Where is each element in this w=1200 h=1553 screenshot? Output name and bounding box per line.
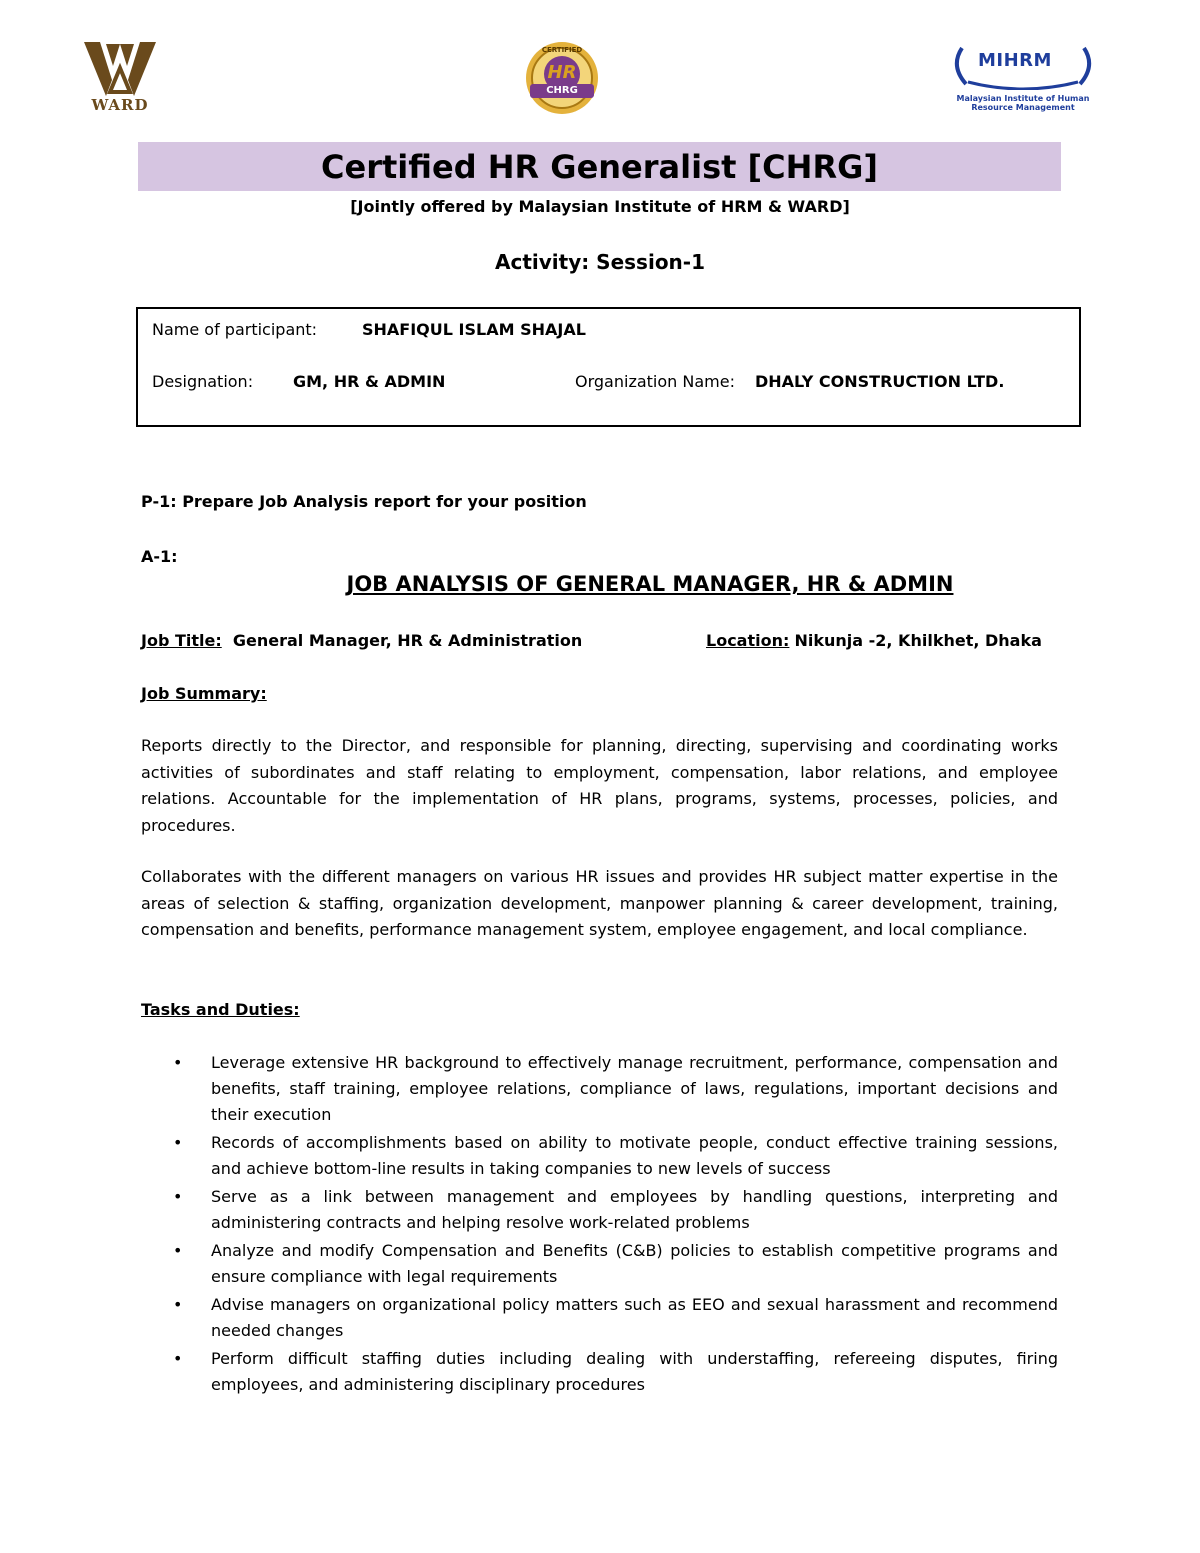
chrg-seal-top-text: CERTIFIED	[541, 46, 583, 54]
job-analysis-title: JOB ANALYSIS OF GENERAL MANAGER, HR & ADMIN	[346, 572, 954, 596]
location-value: Nikunja -2, Khilkhet, Dhaka	[794, 631, 1042, 650]
chrg-seal-ribbon: CHRG	[530, 84, 594, 98]
tasks-list	[141, 1050, 1058, 1400]
bullet-icon: •	[173, 1053, 183, 1072]
designation-value: GM, HR & ADMIN	[293, 372, 446, 391]
job-summary-paragraph-2: Collaborates with the different managers on various HR issues and provides HR subject matter expertise in the areas of selection & staffing, organization development, manpower planning & career development, training, compensation and benefits, performance management system, employee engagement, and local compliance.	[141, 867, 1058, 939]
bullet-icon: •	[173, 1241, 183, 1260]
participant-name-value: SHAFIQUL ISLAM SHAJAL	[362, 320, 586, 339]
task-text: Leverage extensive HR background to effectively manage recruitment, performance, compensation and benefits, staff training, employee relations, compliance of laws, regulations, important decisions and their execution	[211, 1053, 1058, 1124]
bullet-icon: •	[173, 1349, 183, 1368]
task-text: Advise managers on organizational policy matters such as EEO and sexual harassment and recommend needed changes	[211, 1295, 1058, 1340]
task-text: Analyze and modify Compensation and Benefits (C&B) policies to establish competitive programs and ensure compliance with legal requirements	[211, 1241, 1058, 1286]
tasks-heading: Tasks and Duties:	[141, 1000, 300, 1019]
task-item	[141, 1184, 1058, 1236]
location-row	[706, 631, 1042, 650]
location-label: Location:	[706, 631, 790, 650]
task-item	[141, 1238, 1058, 1290]
mihrm-logo-subtitle	[948, 94, 1098, 112]
task-item	[141, 1050, 1058, 1128]
title-band	[138, 142, 1061, 191]
task-item	[141, 1130, 1058, 1182]
prompt-p1: P-1: Prepare Job Analysis report for your position	[141, 492, 587, 511]
bullet-icon: •	[173, 1133, 183, 1152]
job-title-row	[141, 631, 582, 650]
ward-logo	[82, 40, 158, 114]
mihrm-subtitle-line2: Resource Management	[971, 103, 1075, 112]
mihrm-subtitle-line1: Malaysian Institute of Human	[956, 94, 1090, 103]
mihrm-logo-text: MIHRM	[978, 50, 1052, 71]
page-title: Certified HR Generalist [CHRG]	[321, 148, 878, 186]
bullet-icon: •	[173, 1295, 183, 1314]
mihrm-logo	[948, 44, 1098, 114]
task-item	[141, 1292, 1058, 1344]
page-subtitle: [Jointly offered by Malaysian Institute of HRM & WARD]	[350, 197, 850, 216]
ward-logo-text: WARD	[91, 96, 149, 114]
organization-value: DHALY CONSTRUCTION LTD.	[755, 372, 1005, 391]
chrg-seal-logo	[524, 40, 600, 116]
job-summary-heading: Job Summary:	[141, 684, 267, 703]
answer-a1-label: A-1:	[141, 547, 178, 566]
bullet-icon: •	[173, 1187, 183, 1206]
activity-heading: Activity: Session-1	[494, 250, 706, 274]
participant-name-label: Name of participant:	[152, 320, 318, 339]
task-item	[141, 1346, 1058, 1398]
task-text: Serve as a link between management and employees by handling questions, interpreting and administering contracts and helping resolve work-related problems	[211, 1187, 1058, 1232]
task-text: Records of accomplishments based on ability to motivate people, conduct effective training sessions, and achieve bottom-line results in taking companies to new levels of success	[211, 1133, 1058, 1178]
designation-label: Designation:	[152, 372, 254, 391]
job-title-label: Job Title:	[141, 631, 222, 650]
chrg-seal-hr-text: HR	[547, 62, 577, 83]
organization-label: Organization Name:	[575, 372, 735, 391]
task-text: Perform difficult staffing duties including dealing with understaffing, refereeing disputes, firing employees, and administering disciplinary procedures	[211, 1349, 1058, 1394]
job-summary-paragraph-1: Reports directly to the Director, and responsible for planning, directing, supervising and coordinating works activities of subordinates and staff relating to employment, compensation, labor relations, and employee relations. Accountable for the implementation of HR plans, programs, systems, processes, policies, and procedures.	[141, 736, 1058, 835]
participant-info-box	[136, 307, 1081, 427]
job-title-value: General Manager, HR & Administration	[232, 631, 583, 650]
